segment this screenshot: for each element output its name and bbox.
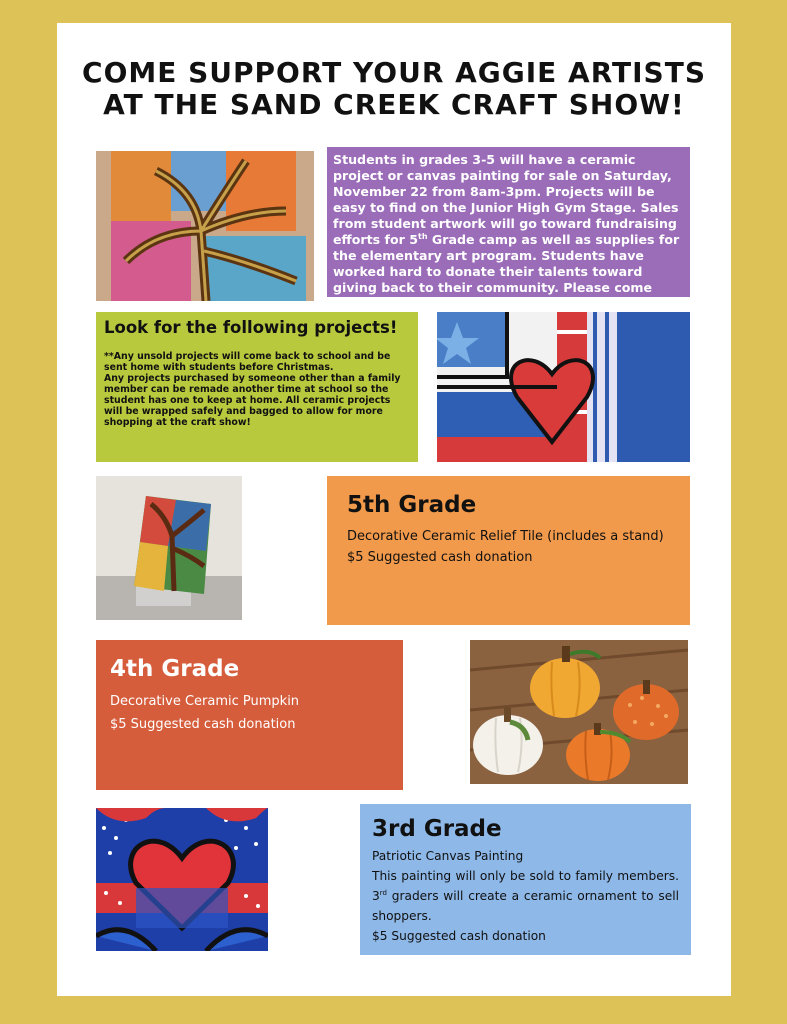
grade3-item: Patriotic Canvas Painting: [372, 849, 524, 863]
projects-box: [96, 312, 418, 462]
patriotic-heart-painting-image: [96, 808, 268, 951]
grade3-desc-a: This painting will only be sold to family members. 3: [372, 869, 679, 903]
ceramic-pumpkins-image: [470, 640, 688, 784]
grade5-item: Decorative Ceramic Relief Tile (includes a stand): [347, 529, 664, 544]
projects-note: **Any unsold projects will come back to school and be sent home with students before Christmas. Any projects purchased by someone other than a family member can be remade another time at school so the student has one to keep at home. All ceramic projects will be wrapped safely and bagged to allow for more shopping at the craft show!: [104, 351, 401, 428]
grade3-heading: 3rd Grade: [372, 816, 502, 842]
grade3-desc-b: graders will create a ceramic ornament to sell shoppers.: [372, 889, 679, 923]
grade3-desc-sup: rd: [379, 888, 387, 897]
grade5-heading: 5th Grade: [347, 492, 477, 518]
title-line-2: AT THE SAND CREEK CRAFT SHOW!: [103, 88, 685, 121]
relief-tile-closeup-image: [96, 151, 314, 301]
intro-text-a: Students in grades 3-5 will have a ceramic project or canvas painting for sale on Saturday, November 22 from 8am-3pm. Projects will be easy to find on the Junior High Gym Stage. Sales from student artwork will go toward fundraising efforts for 5: [333, 152, 679, 247]
grade4-box: [96, 640, 403, 790]
grade5-box: [327, 476, 690, 625]
title-line-1: COME SUPPORT YOUR AGGIE ARTISTS: [82, 56, 706, 89]
grade4-item: Decorative Ceramic Pumpkin: [110, 694, 300, 709]
tile-with-stand-image: [96, 476, 242, 620]
heart-painting-image: [437, 312, 690, 462]
grade3-price: $5 Suggested cash donation: [372, 929, 546, 943]
grade3-desc: [372, 866, 679, 926]
flyer-title: [57, 57, 731, 121]
projects-heading: Look for the following projects!: [104, 318, 398, 337]
intro-text-sup: th: [418, 231, 428, 241]
intro-text-b: Grade camp as well as supplies for the elementary art program. Students have worked hard to donate their talents toward giving back to their community. Please come support them!: [333, 232, 680, 311]
grade4-price: $5 Suggested cash donation: [110, 717, 296, 732]
flyer-page: [57, 23, 731, 996]
grade4-heading: 4th Grade: [110, 656, 240, 682]
intro-box: [327, 147, 690, 311]
grade3-box: [360, 804, 691, 955]
grade5-price: $5 Suggested cash donation: [347, 550, 533, 565]
